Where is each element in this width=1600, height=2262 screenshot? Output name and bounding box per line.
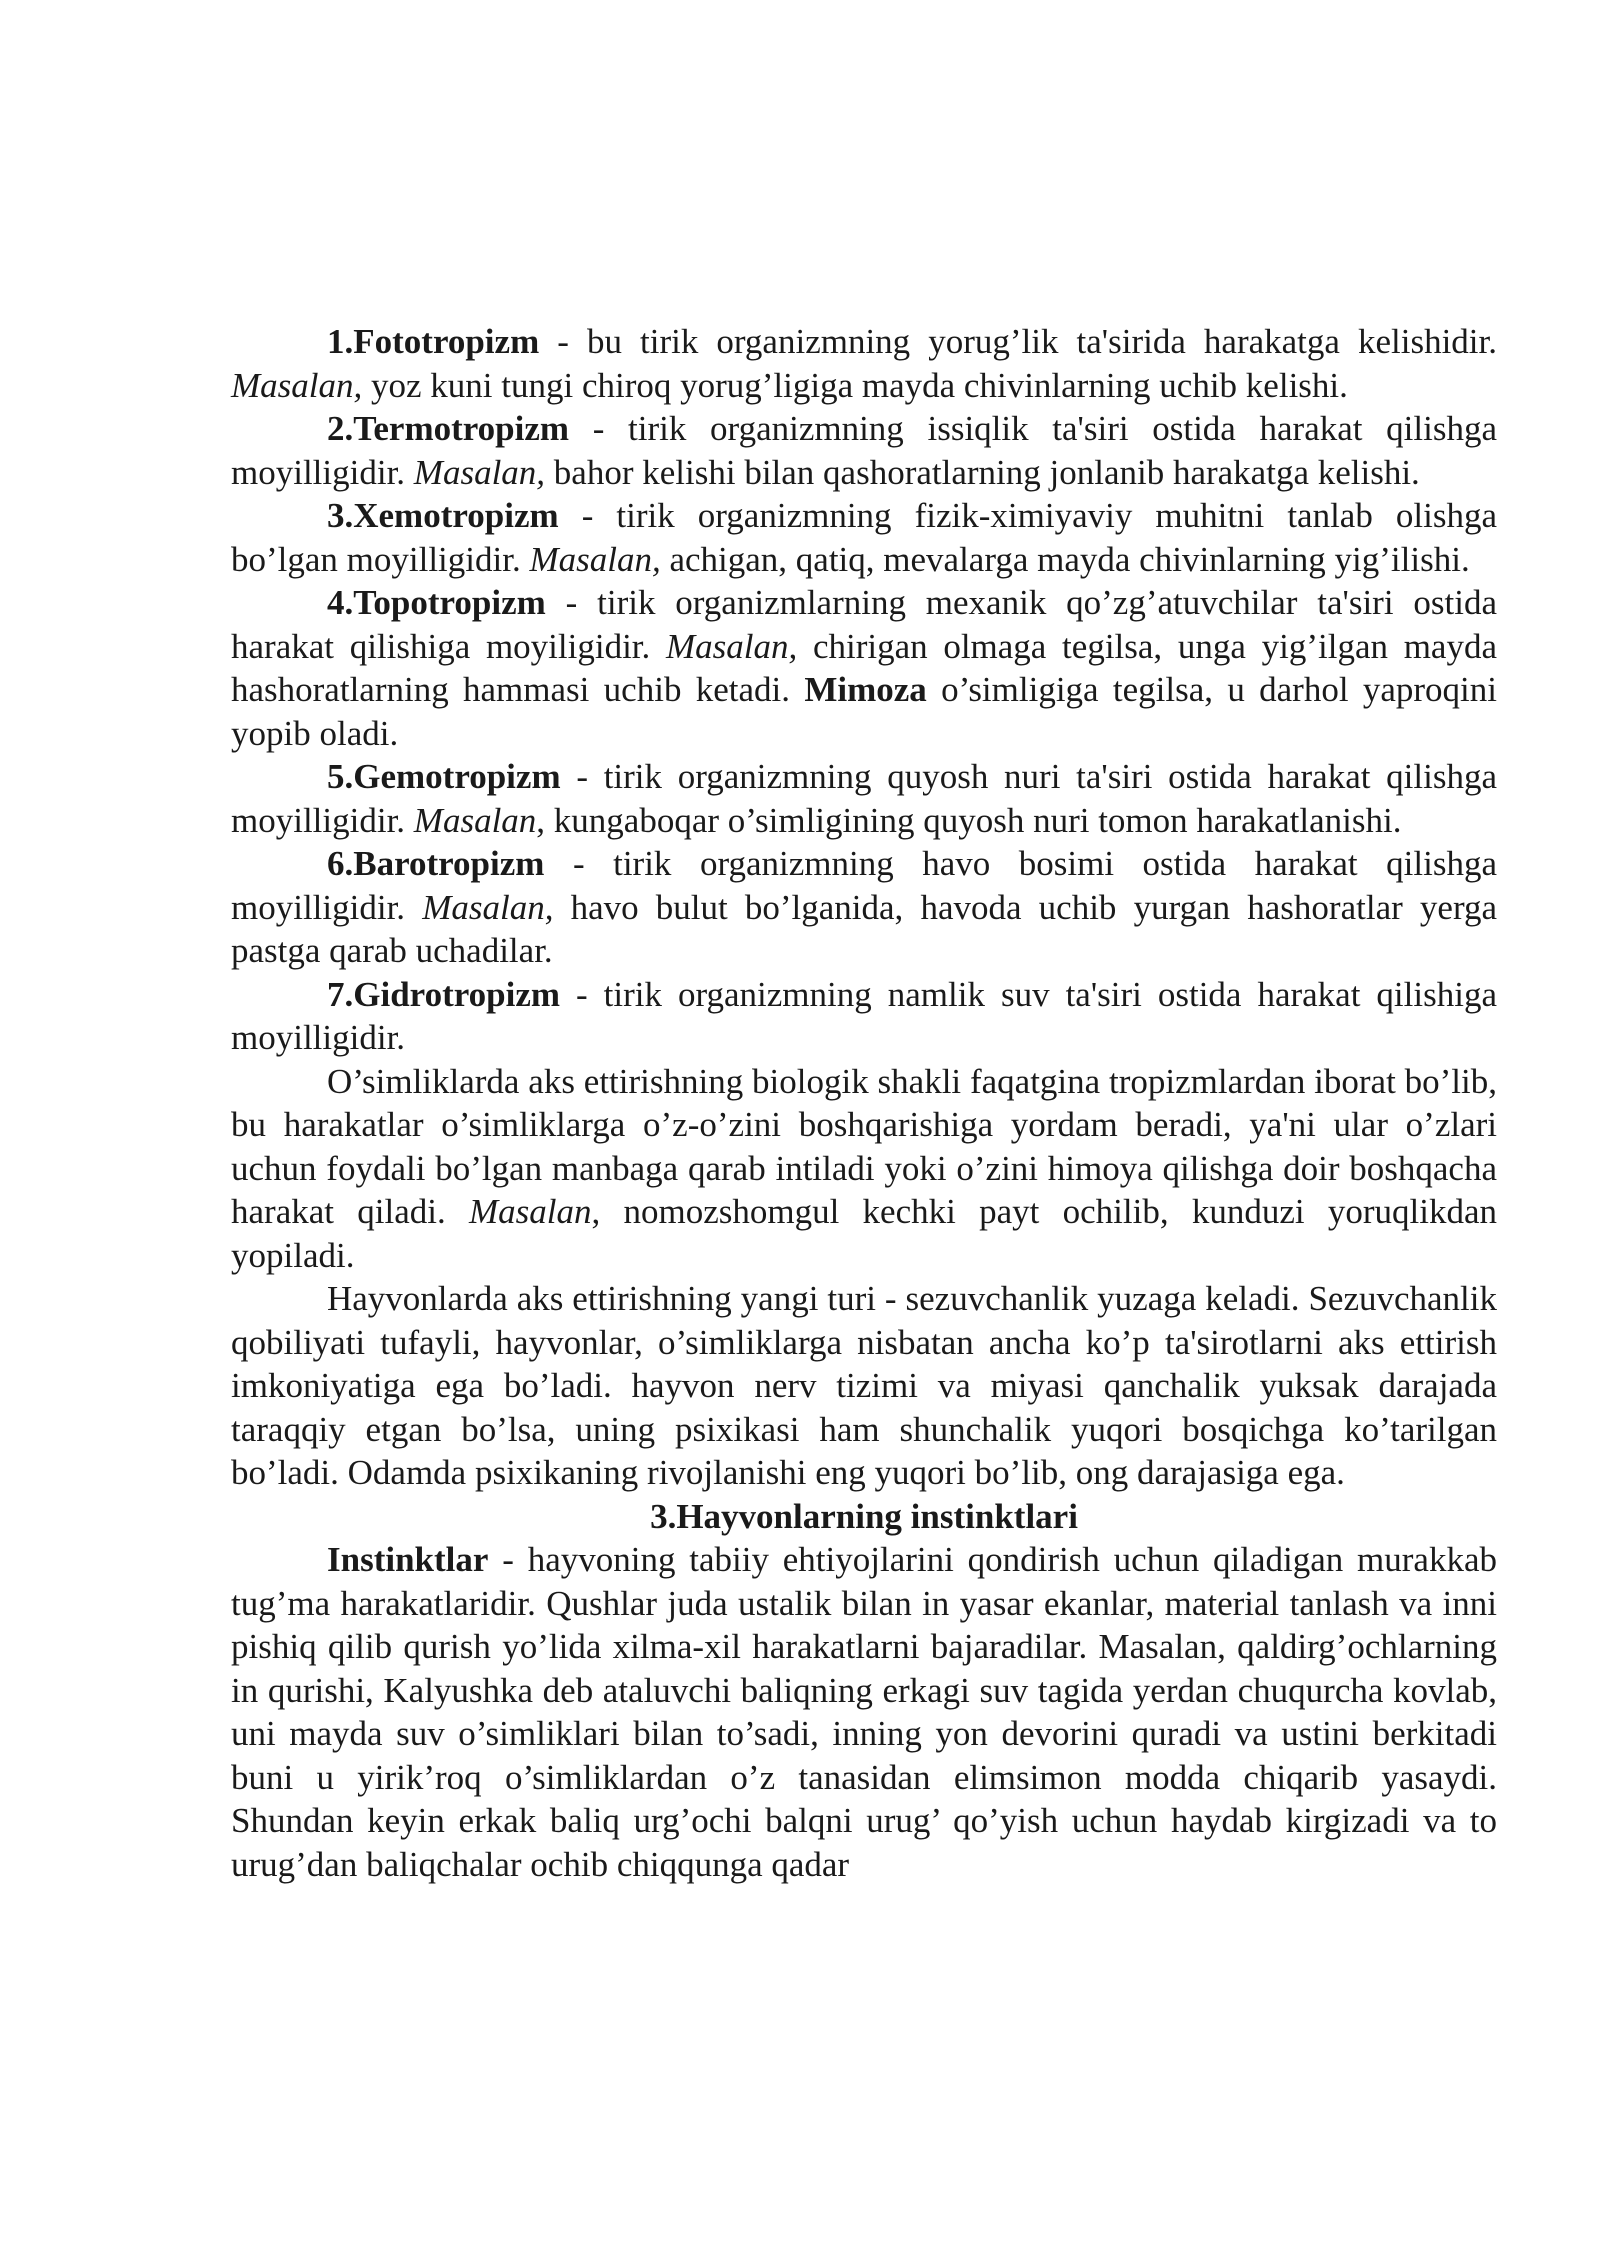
bold-term: 6.Barotropizm <box>327 844 545 883</box>
paragraph <box>231 973 1497 1060</box>
text-run: - tirik organizmlarning mexanik qo’zg’atuvchilar ta'siri ostida harakat qilishiga moyiligidir. <box>231 583 1497 666</box>
text-run: , kungaboqar o’simligining quyosh nuri tomon harakatlanishi. <box>536 800 1402 840</box>
bold-term: 5.Gemotropizm <box>327 757 561 796</box>
bold-term: 3.Xemotropizm <box>327 496 559 535</box>
text-run: bahor kelishi bilan qashoratlarning jonlanib harakatga kelishi. <box>545 452 1420 492</box>
text-run: havo bulut bo’lganida, havoda uchib yurgan hashoratlar yerga pastga qarab uchadilar. <box>231 887 1498 970</box>
italic-text: Masalan, <box>665 626 798 666</box>
text-run: - tirik organizmning havo bosimi ostida harakat qilishga moyilligidir. <box>231 844 1497 927</box>
text-run: O’simliklarda aks ettirishning biologik shakli faqatgina tropizmlardan iborat bo’lib, bu harakatlar o’simliklarga o’z-o’zini boshqarishiga yordam beradi, ya'ni ular o’zlari uchun foydali bo’lgan manbaga qarab intiladi yoki o’zini himoya qilishga doir boshqacha harakat qiladi. <box>231 1061 1497 1231</box>
text-run: - tirik organizmning fizik-ximiyaviy muhitni tanlab olishga bo’lgan moyilligidir. <box>231 496 1497 579</box>
italic-text: Masalan, <box>413 452 546 492</box>
bold-term: 7.Gidrotropizm <box>327 974 561 1014</box>
text-run: chirigan olmaga tegilsa, unga yig’ilgan mayda hashoratlarning hammasi uchib ketadi. <box>231 626 1497 709</box>
paragraph <box>231 581 1497 755</box>
document-page <box>231 320 1497 1886</box>
paragraph <box>231 320 1497 407</box>
bold-term: 2.Termotropizm <box>327 409 570 448</box>
italic-text: Masalan, <box>529 539 661 579</box>
text-run: - tirik organizmning quyosh nuri ta'siri ostida harakat qilishga moyilligidir. <box>231 757 1497 840</box>
text-run: - tirik organizmning issiqlik ta'siri ostida harakat qilishga moyilligidir. <box>231 409 1497 492</box>
text-run: achigan, qatiq, mevalarga mayda chivinlarning yig’ilishi. <box>660 539 1470 579</box>
italic-text: Masalan <box>468 1192 592 1231</box>
paragraph <box>231 1538 1497 1886</box>
paragraph <box>231 755 1497 842</box>
text-run: - bu tirik organizmning yorug’lik ta'sirida harakatga kelishidir. <box>539 322 1497 361</box>
text-run: o’simligiga tegilsa, u darhol yaproqini yopib oladi. <box>231 670 1497 753</box>
text-run: - tirik organizmning namlik suv ta'siri ostida harakat qilishiga moyilligidir. <box>231 974 1497 1057</box>
paragraph <box>231 842 1497 973</box>
paragraph <box>231 494 1497 581</box>
paragraph <box>231 407 1497 494</box>
text-run: , nomozshomgul kechki payt ochilib, kunduzi yoruqlikdan yopiladi. <box>231 1192 1497 1275</box>
section-title: 3.Hayvonlarning instinktlari <box>650 1496 1078 1536</box>
bold-term: 1.Fototropizm <box>327 322 540 361</box>
text-run: - hayvoning tabiiy ehtiyojlarini qondirish uchun qiladigan murakkab tug’ma harakatlaridir. Qushlar juda ustalik bilan in yasar ekanlar, material tanlash va inni pishiq qilib qurish yo’lida xilma-xil harakatlarni bajaradilar. Masalan, qaldirg’ochlarning in qurishi, Kalyushka deb ataluvchi baliqning erkagi suv tagida yerdan chuqurcha kovlab, uni mayda suv o’simliklari bilan to’sadi, inning yon devorini quradi va ustini berkitadi buni u yirik’roq o’simliklardan o’z tanasidan elimsimon modda chiqarib yasaydi. Shundan keyin erkak baliq urg’ochi balqni urug’ qo’yish uchun haydab kirgizadi va to urug’dan baliqchalar ochib chiqqunga qadar <box>231 1540 1497 1884</box>
body-text <box>231 320 1497 1495</box>
paragraph <box>231 1060 1497 1278</box>
text-run: yoz kuni tungi chiroq yorug’ligiga mayda chivinlarning uchib kelishi. <box>362 365 1348 405</box>
bold-term: 4.Topotropizm <box>327 583 546 622</box>
bold-term: Instinktlar <box>327 1540 489 1579</box>
italic-text: Masalan, <box>231 365 363 405</box>
text-run: Hayvonlarda aks ettirishning yangi turi - sezuvchanlik yuzaga keladi. Sezuvchanlik qobiliyati tufayli, hayvonlar, o’simliklarga nisbatan ancha ko’p ta'sirotlarni aks ettirish imkoniyatiga ega bo’ladi. hayvon nerv tizimi va miyasi qanchalik yuksak darajada taraqqiy etgan bo’lsa, uning psixikasi ham shunchalik yuqori bosqichga ko’tarilgan bo’ladi. Odamda psixikaning rivojlanishi eng yuqori bo’lib, ong darajasiga ega. <box>231 1279 1497 1492</box>
section-body <box>231 1538 1497 1886</box>
italic-text: Masalan, <box>422 887 554 927</box>
italic-text: Masalan <box>413 800 537 840</box>
bold-term: Mimoza <box>804 670 927 709</box>
paragraph <box>231 1277 1497 1495</box>
